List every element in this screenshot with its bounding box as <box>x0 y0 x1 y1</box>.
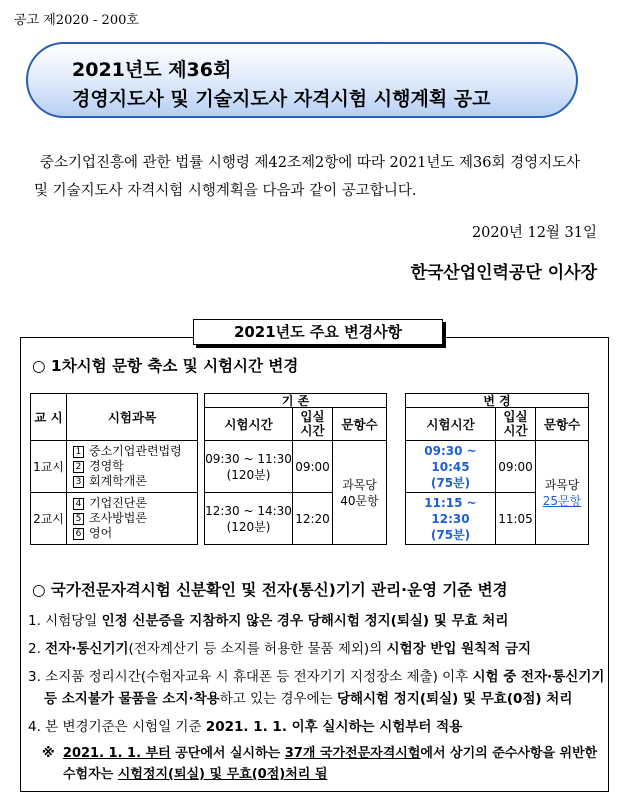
period-cell: 2교시 <box>31 493 67 545</box>
col-period: 교 시 <box>31 394 67 441</box>
existing-table <box>204 393 387 545</box>
rule-item-3-cont: 등 소지불가 물품을 소지·착용하고 있는 경우에는 당해시험 정지(퇴실) 및 무효(0점) 처리 <box>44 691 573 707</box>
notice-date: 2020년 12월 31일 <box>471 225 597 241</box>
entry-time-cell: 09:00 <box>496 441 536 493</box>
subject-number: 5 <box>73 513 84 525</box>
changes-banner: 2021년도 주요 변경사항 <box>193 319 443 345</box>
subject-name: 경영학 <box>89 459 124 473</box>
subject-number: 4 <box>73 498 84 510</box>
issuer: 한국산업인력공단 이사장 <box>410 263 597 283</box>
subject-number: 6 <box>73 528 84 540</box>
exam-time-cell: 09:30 ~ 11:30 (120분) <box>205 441 293 493</box>
rule-item-4: 4. 본 변경기준은 시험일 기준 2021. 1. 1. 이후 실시하는 시험부터 적용 <box>28 719 463 735</box>
subject-list <box>67 493 198 545</box>
rule-item-2: 2. 전자·통신기기(전자계산기 등 소지를 허용한 물품 제외)의 시험장 반입 원칙적 금지 <box>28 641 532 657</box>
footnote-cont: 수험자는 시험정지(퇴실) 및 무효(0점)처리 됨 <box>63 767 328 782</box>
table-row <box>205 441 387 493</box>
subject-list <box>67 441 198 493</box>
rule-item-1: 1. 시험당일 인정 신분증을 지참하지 않은 경우 당해시험 정지(퇴실) 및 무효 처리 <box>28 613 509 629</box>
intro-paragraph: 중소기업진흥에 관한 법률 시행령 제42조제2항에 따라 2021년도 제36회 경영지도사 및 기술지도사 자격시험 시행계획을 다음과 같이 공고합니다. <box>34 155 581 199</box>
subjects-table <box>30 393 198 545</box>
subject-name: 기업진단론 <box>89 496 147 510</box>
notice-number: 공고 제2020 - 200호 <box>14 13 139 28</box>
table-row <box>31 441 198 493</box>
items-cell: 과목당 40문항 <box>333 441 387 545</box>
col-items: 문항수 <box>536 408 589 441</box>
exam-time-cell: 12:30 ~ 14:30 (120분) <box>205 493 293 545</box>
period-cell: 1교시 <box>31 441 67 493</box>
col-subject: 시험과목 <box>67 394 198 441</box>
entry-time-cell: 09:00 <box>293 441 333 493</box>
subject-name: 영어 <box>89 526 113 540</box>
subject-number: 1 <box>73 446 84 458</box>
changed-group-header: 변 경 <box>406 394 589 408</box>
col-entry-time: 입실 시간 <box>496 408 536 441</box>
title-line-1: 2021년도 제36회 <box>72 59 232 81</box>
footnote: ※ 2021. 1. 1. 부터 공단에서 실시하는 37개 국가전문자격시험에서 상기의 준수사항을 위반한 <box>42 746 598 761</box>
rule-item-3: 3. 소지품 정리시간(수험자교육 시 휴대폰 등 전자기기 지정장소 제출) 이후 시험 중 전자·통신기기 <box>28 669 605 685</box>
table-row <box>31 493 198 545</box>
section2-heading: ○ 국가전문자격시험 신분확인 및 전자(통신)기기 관리·운영 기준 변경 <box>32 581 508 599</box>
items-cell: 과목당 25문항 <box>536 441 589 545</box>
subject-name: 조사방법론 <box>89 511 147 525</box>
subject-name: 중소기업관련법령 <box>89 444 182 458</box>
exam-time-cell: 11:15 ~ 12:30 (75분) <box>406 493 496 545</box>
subject-number: 3 <box>73 476 84 488</box>
col-exam-time: 시험시간 <box>406 408 496 441</box>
exam-time-cell: 09:30 ~ 10:45 (75분) <box>406 441 496 493</box>
changed-table <box>405 393 589 545</box>
section1-heading: ○ 1차시험 문항 축소 및 시험시간 변경 <box>32 357 299 375</box>
entry-time-cell: 11:05 <box>496 493 536 545</box>
table-row <box>406 441 589 493</box>
subject-name: 회계학개론 <box>89 474 147 488</box>
col-exam-time: 시험시간 <box>205 408 293 441</box>
existing-group-header: 기 존 <box>205 394 387 408</box>
title-line-2: 경영지도사 및 기술지도사 자격시험 시행계획 공고 <box>72 88 491 110</box>
subject-number: 2 <box>73 461 84 473</box>
entry-time-cell: 12:20 <box>293 493 333 545</box>
title-box <box>26 42 578 118</box>
col-entry-time: 입실 시간 <box>293 408 333 441</box>
col-items: 문항수 <box>333 408 387 441</box>
